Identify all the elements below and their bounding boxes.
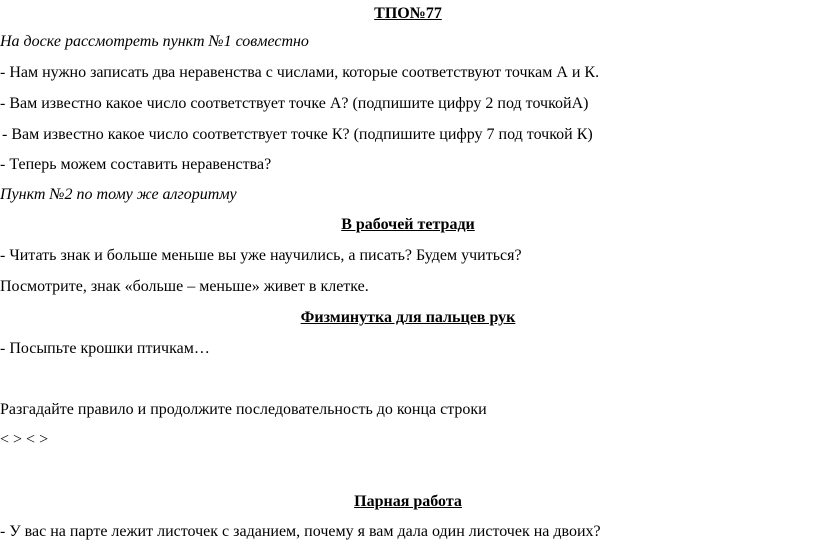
section-heading-workbook: В рабочей тетради xyxy=(341,216,475,233)
pattern-instruction: Разгадайте правило и продолжите последовательность до конца строки xyxy=(0,401,487,418)
workbook-line-2: Посмотрите, знак «больше – меньше» живет в клетке. xyxy=(0,278,369,295)
text-line-5: - Теперь можем составить неравенства? xyxy=(0,156,272,173)
document-title: ТПО№77 xyxy=(374,5,442,22)
text-line-1: На доске рассмотреть пункт №1 совместно xyxy=(0,33,309,50)
pair-line: - У вас на парте лежит листочек с заданием, почему я вам дала один листочек на двоих? xyxy=(0,523,601,540)
workbook-line-1: - Читать знак и больше меньше вы уже научились, а писать? Будем учиться? xyxy=(0,247,522,264)
section-heading-exercise: Физминутка для пальцев рук xyxy=(300,309,516,326)
text-line-4: - Вам известно какое число соответствует точке К? (подпишите цифру 7 под точкой К) xyxy=(2,126,593,143)
exercise-line: - Посыпьте крошки птичкам… xyxy=(0,340,210,357)
text-line-6: Пункт №2 по тому же алгоритму xyxy=(0,186,237,203)
pattern-sequence: < > < > xyxy=(0,431,49,448)
text-line-3: - Вам известно какое число соответствует точке А? (подпишите цифру 2 под точкойА) xyxy=(0,95,589,112)
section-heading-pair: Парная работа xyxy=(354,493,462,510)
text-line-2: - Нам нужно записать два неравенства с числами, которые соответствуют точкам А и К. xyxy=(0,64,600,81)
